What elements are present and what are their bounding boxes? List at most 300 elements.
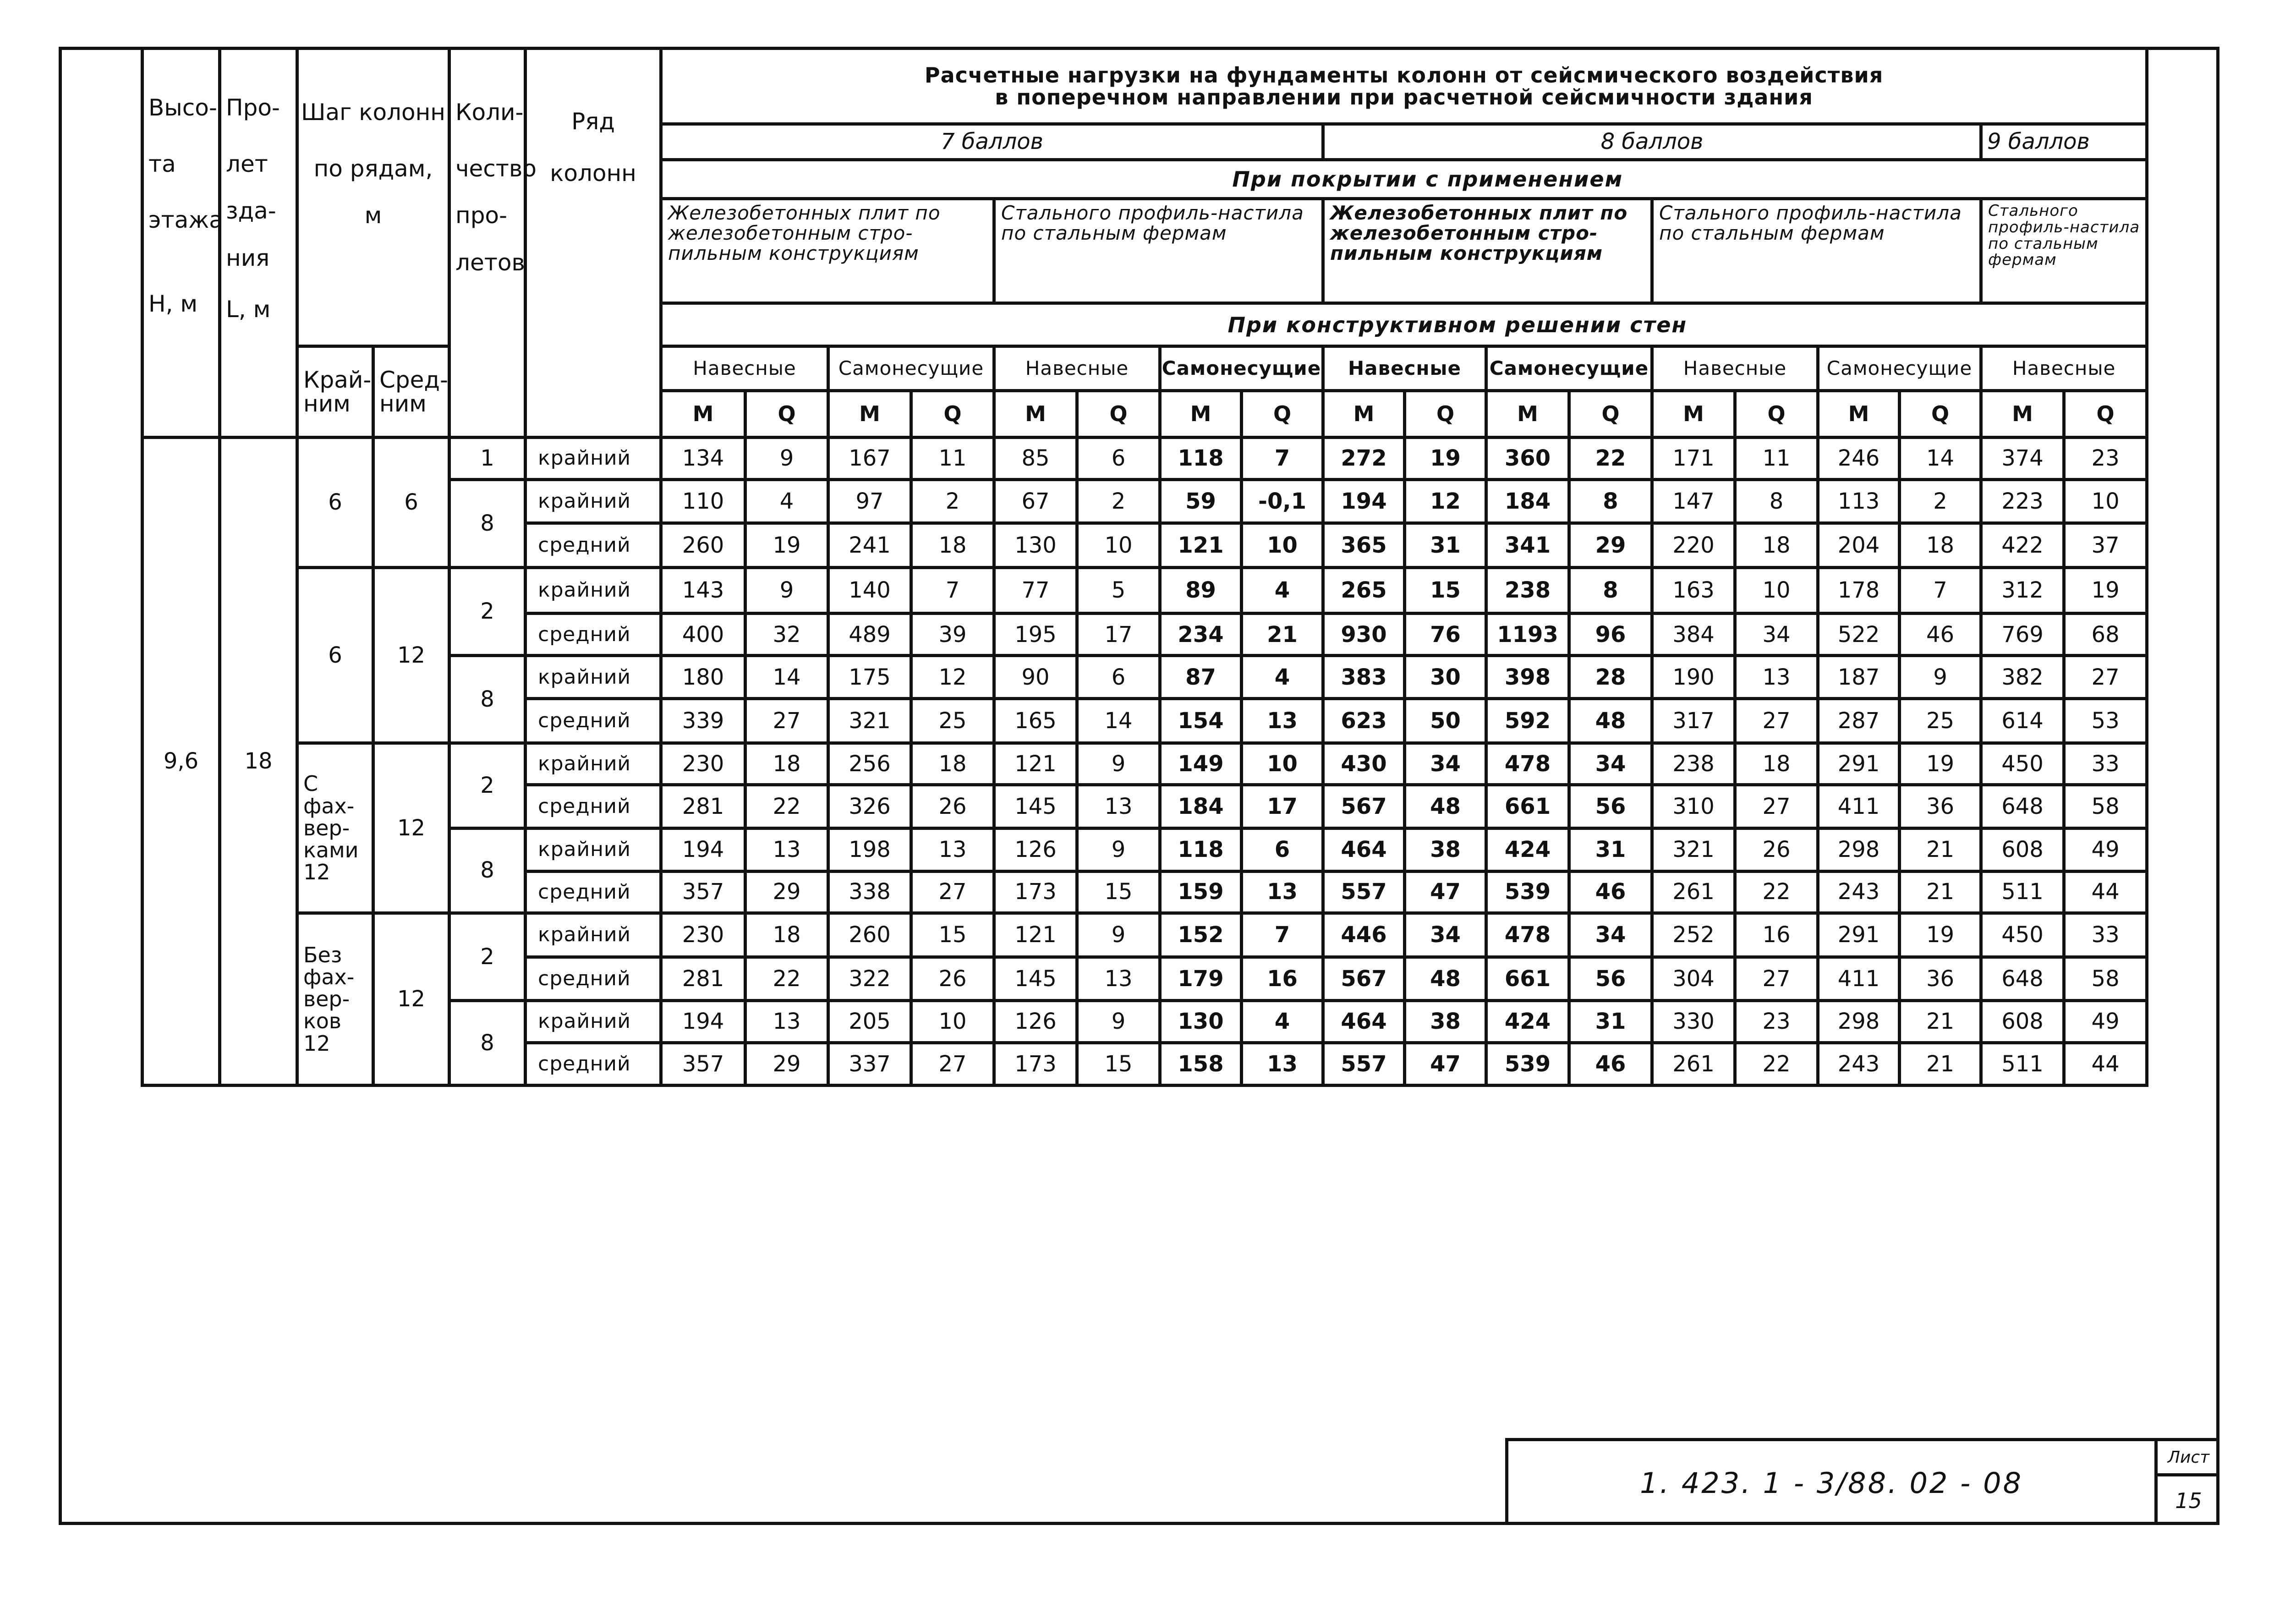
column-row-label: средний [526,871,661,913]
load-value: 130 [1160,1000,1242,1042]
step-header-line: по рядам, [313,155,433,182]
grade-8: 8 баллов [1323,124,1981,160]
load-value: 158 [1160,1042,1242,1085]
span-value: 18 [220,437,297,1085]
m-header: M [1652,391,1735,437]
load-value: 6 [1077,437,1160,479]
load-value: 608 [1981,1000,2064,1042]
load-value: 17 [1077,614,1160,656]
load-value: 48 [1405,785,1486,828]
load-value: 567 [1323,785,1405,828]
load-value: 489 [828,614,911,656]
load-value: 11 [1735,437,1818,479]
height-header-line: Н, м [148,290,198,317]
load-value: 18 [1900,523,1981,567]
load-value: 326 [828,785,911,828]
load-value: 2 [911,479,994,523]
load-value: 13 [1077,785,1160,828]
step-mid-value: 12 [373,567,449,743]
load-value: 614 [1981,699,2064,743]
wall-type: Навесные [1323,346,1486,391]
cover-type: Стального профиль-настила по стальным фермам [994,199,1323,303]
wall-type: Навесные [994,346,1160,391]
span-count: 8 [449,479,526,567]
load-value: 21 [1900,828,1981,871]
load-value: 187 [1818,656,1900,699]
load-value: 110 [661,479,745,523]
load-value: 167 [828,437,911,479]
load-value: 648 [1981,957,2064,1000]
load-value: 9 [745,567,828,613]
grade-7: 7 баллов [661,124,1323,160]
height-header-line: та [148,150,176,177]
m-header: M [1981,391,2064,437]
load-value: 287 [1818,699,1900,743]
m-header: M [828,391,911,437]
load-value: 2 [1077,479,1160,523]
load-value: 39 [911,614,994,656]
column-row-label: средний [526,957,661,1000]
load-value: 464 [1323,1000,1405,1042]
load-value: 17 [1242,785,1323,828]
row-header-line: колонн [550,159,636,187]
load-value: 48 [1405,957,1486,1000]
step-edge-value: С фах-вер-ками 12 [297,743,373,913]
column-row-label: крайний [526,1000,661,1042]
load-value: 118 [1160,437,1242,479]
load-value: 384 [1652,614,1735,656]
load-value: 230 [661,743,745,785]
load-value: 10 [911,1000,994,1042]
load-value: 557 [1323,871,1405,913]
load-value: 16 [1242,957,1323,1000]
step-mid-value: 6 [373,437,449,567]
load-value: 126 [994,1000,1077,1042]
load-value: 450 [1981,913,2064,957]
height-header-line: этажа [148,207,223,233]
load-value: 190 [1652,656,1735,699]
load-value: 50 [1405,699,1486,743]
load-value: 223 [1981,479,2064,523]
load-value: 25 [1900,699,1981,743]
load-value: 163 [1652,567,1735,613]
load-value: 27 [1735,699,1818,743]
sheet-number: 15 [2175,1488,2202,1513]
load-value: 230 [661,913,745,957]
load-value: 145 [994,957,1077,1000]
load-value: 173 [994,1042,1077,1085]
load-value: 13 [745,828,828,871]
span-count: 2 [449,743,526,828]
load-value: 4 [1242,1000,1323,1042]
column-row-label: крайний [526,656,661,699]
load-value: 10 [1242,743,1323,785]
column-row-label: средний [526,785,661,828]
load-value: 15 [1077,871,1160,913]
q-header: Q [745,391,828,437]
load-value: 15 [1405,567,1486,613]
load-value: 47 [1405,1042,1486,1085]
load-value: 13 [745,1000,828,1042]
load-value: 424 [1486,1000,1569,1042]
load-value: 22 [1735,871,1818,913]
load-value: 608 [1981,828,2064,871]
wall-type: Самонесущие [1818,346,1981,391]
load-value: 37 [2064,523,2147,567]
count-header-line: про- [455,202,508,229]
load-value: 374 [1981,437,2064,479]
load-value: 19 [1405,437,1486,479]
load-table [141,47,2148,1087]
q-header: Q [911,391,994,437]
load-value: 623 [1323,699,1405,743]
load-value: 26 [1735,828,1818,871]
load-value: 450 [1981,743,2064,785]
load-value: 539 [1486,871,1569,913]
load-value: 243 [1818,1042,1900,1085]
load-value: 18 [745,743,828,785]
load-value: 539 [1486,1042,1569,1085]
load-value: 90 [994,656,1077,699]
wall-type: Самонесущие [1160,346,1323,391]
q-header: Q [1077,391,1160,437]
load-value: 175 [828,656,911,699]
load-value: 330 [1652,1000,1735,1042]
step-edge-value: 6 [297,567,373,743]
column-row-label: крайний [526,828,661,871]
load-value: 118 [1160,828,1242,871]
row-header [526,49,661,438]
load-value: 34 [1405,913,1486,957]
load-value: 7 [1242,437,1323,479]
span-count: 2 [449,567,526,655]
load-value: 34 [1735,614,1818,656]
load-value: 15 [1077,1042,1160,1085]
table-title-line: в поперечном направлении при расчетной сейсмичности здания [995,84,1813,110]
span-header-line: L, м [226,296,271,323]
load-value: 149 [1160,743,1242,785]
load-value: 89 [1160,567,1242,613]
load-value: 32 [745,614,828,656]
q-header: Q [1405,391,1486,437]
load-value: 18 [1735,523,1818,567]
cover-type: Стального профиль-настила по стальным фермам [1652,199,1981,303]
load-value: 180 [661,656,745,699]
span-count: 1 [449,437,526,479]
load-value: 16 [1735,913,1818,957]
load-value: 96 [1569,614,1652,656]
column-row-label: крайний [526,743,661,785]
load-value: 34 [1405,743,1486,785]
load-value: 298 [1818,828,1900,871]
load-value: 21 [1900,871,1981,913]
load-value: 36 [1900,957,1981,1000]
load-value: 67 [994,479,1077,523]
load-value: -0,1 [1242,479,1323,523]
load-value: 34 [1569,913,1652,957]
load-value: 159 [1160,871,1242,913]
step-header [297,49,449,346]
cover-type: Железобетонных плит по железобетонным стро-пильным конструкциям [1323,199,1652,303]
cover-type: Железобетонных плит по железобетонным стро-пильным конструкциям [661,199,994,303]
load-value: 22 [745,785,828,828]
load-value: 291 [1818,743,1900,785]
load-value: 321 [828,699,911,743]
load-value: 21 [1900,1042,1981,1085]
row-header-line: Ряд [571,108,615,135]
m-header: M [1818,391,1900,437]
sheet-box [2154,1441,2219,1525]
load-value: 648 [1981,785,2064,828]
load-value: 930 [1323,614,1405,656]
cover-title: При покрытии с применением [661,160,2147,199]
load-value: 411 [1818,785,1900,828]
load-value: 7 [1242,913,1323,957]
load-value: 272 [1323,437,1405,479]
column-row-label: средний [526,614,661,656]
load-value: 7 [911,567,994,613]
load-value: 241 [828,523,911,567]
load-value: 49 [2064,1000,2147,1042]
load-value: 14 [1900,437,1981,479]
load-value: 411 [1818,957,1900,1000]
step-header-line: Шаг колонн [301,99,445,126]
span-count: 2 [449,913,526,1000]
load-value: 6 [1242,828,1323,871]
load-value: 424 [1486,828,1569,871]
load-value: 205 [828,1000,911,1042]
load-value: 19 [1900,743,1981,785]
load-value: 298 [1818,1000,1900,1042]
load-value: 46 [1569,1042,1652,1085]
load-value: 27 [1735,957,1818,1000]
load-value: 256 [828,743,911,785]
load-value: 15 [911,913,994,957]
load-value: 179 [1160,957,1242,1000]
load-value: 46 [1569,871,1652,913]
load-value: 246 [1818,437,1900,479]
load-value: 27 [911,1042,994,1085]
load-value: 321 [1652,828,1735,871]
load-value: 38 [1405,1000,1486,1042]
load-value: 10 [1735,567,1818,613]
load-value: 13 [1242,699,1323,743]
load-value: 18 [1735,743,1818,785]
load-value: 33 [2064,743,2147,785]
m-header: M [1160,391,1242,437]
load-value: 357 [661,871,745,913]
load-value: 261 [1652,871,1735,913]
load-value: 383 [1323,656,1405,699]
load-value: 8 [1569,479,1652,523]
load-value: 194 [661,1000,745,1042]
step-mid-value: 12 [373,743,449,913]
load-value: 22 [1569,437,1652,479]
load-value: 9 [1900,656,1981,699]
load-value: 21 [1242,614,1323,656]
count-header-line: летов [455,249,525,276]
wall-type: Самонесущие [828,346,994,391]
load-value: 53 [2064,699,2147,743]
load-value: 13 [1735,656,1818,699]
load-value: 184 [1160,785,1242,828]
column-row-label: средний [526,523,661,567]
load-value: 130 [994,523,1077,567]
span-header [220,49,297,438]
load-value: 49 [2064,828,2147,871]
load-value: 23 [2064,437,2147,479]
load-value: 56 [1569,785,1652,828]
load-value: 511 [1981,1042,2064,1085]
q-header: Q [1900,391,1981,437]
load-value: 1193 [1486,614,1569,656]
load-value: 31 [1405,523,1486,567]
load-value: 134 [661,437,745,479]
wall-type: Навесные [1981,346,2147,391]
load-value: 13 [1077,957,1160,1000]
load-value: 464 [1323,828,1405,871]
load-value: 9 [1077,828,1160,871]
load-value: 97 [828,479,911,523]
grade-9: 9 баллов [1981,124,2147,160]
load-value: 27 [911,871,994,913]
load-table-wrap [141,47,2148,1087]
load-value: 33 [2064,913,2147,957]
load-value: 198 [828,828,911,871]
load-value: 2 [1900,479,1981,523]
m-header: M [1323,391,1405,437]
load-value: 21 [1900,1000,1981,1042]
span-header-line: лет [226,150,268,177]
load-value: 9 [745,437,828,479]
load-value: 260 [661,523,745,567]
load-value: 7 [1900,567,1981,613]
load-value: 68 [2064,614,2147,656]
load-value: 10 [1242,523,1323,567]
load-value: 194 [661,828,745,871]
load-value: 178 [1818,567,1900,613]
load-value: 557 [1323,1042,1405,1085]
load-value: 9 [1077,913,1160,957]
height-value: 9,6 [142,437,220,1085]
step-mid-header: Сред-ним [373,346,449,437]
load-value: 184 [1486,479,1569,523]
q-header: Q [1735,391,1818,437]
load-value: 22 [745,957,828,1000]
load-value: 339 [661,699,745,743]
title-block [1505,1438,2219,1525]
load-value: 310 [1652,785,1735,828]
q-header: Q [2064,391,2147,437]
load-value: 11 [911,437,994,479]
load-value: 291 [1818,913,1900,957]
load-value: 304 [1652,957,1735,1000]
load-value: 260 [828,913,911,957]
load-value: 76 [1405,614,1486,656]
load-value: 10 [2064,479,2147,523]
m-header: M [994,391,1077,437]
load-value: 338 [828,871,911,913]
load-value: 19 [745,523,828,567]
wall-type: Навесные [661,346,828,391]
load-value: 281 [661,785,745,828]
load-value: 511 [1981,871,2064,913]
load-value: 44 [2064,871,2147,913]
load-value: 56 [1569,957,1652,1000]
span-header-line: ния [226,244,270,271]
sheet-label: Лист [2158,1441,2219,1476]
load-value: 661 [1486,785,1569,828]
load-value: 4 [745,479,828,523]
count-header-line: чество [455,155,537,182]
load-value: 46 [1900,614,1981,656]
column-row-label: крайний [526,913,661,957]
load-value: 121 [1160,523,1242,567]
load-value: 59 [1160,479,1242,523]
load-value: 243 [1818,871,1900,913]
load-value: 194 [1323,479,1405,523]
load-value: 430 [1323,743,1405,785]
load-value: 12 [1405,479,1486,523]
load-value: 121 [994,743,1077,785]
load-value: 382 [1981,656,2064,699]
load-value: 154 [1160,699,1242,743]
load-value: 400 [661,614,745,656]
load-value: 19 [1900,913,1981,957]
load-value: 337 [828,1042,911,1085]
load-value: 357 [661,1042,745,1085]
load-value: 281 [661,957,745,1000]
q-header: Q [1569,391,1652,437]
load-value: 171 [1652,437,1735,479]
load-value: 47 [1405,871,1486,913]
height-header-line: Высо- [148,94,217,121]
load-value: 126 [994,828,1077,871]
wall-type: Навесные [1652,346,1818,391]
span-count: 8 [449,1000,526,1085]
step-edge-value: 6 [297,437,373,567]
span-count: 8 [449,828,526,913]
load-value: 44 [2064,1042,2147,1085]
load-value: 28 [1569,656,1652,699]
load-value: 12 [911,656,994,699]
load-value: 29 [745,871,828,913]
load-value: 31 [1569,1000,1652,1042]
count-header [449,49,537,438]
load-value: 322 [828,957,911,1000]
span-header-line: Про- [226,94,280,121]
load-value: 23 [1735,1000,1818,1042]
load-value: 48 [1569,699,1652,743]
load-value: 238 [1486,567,1569,613]
load-value: 38 [1405,828,1486,871]
load-value: 567 [1323,957,1405,1000]
load-value: 422 [1981,523,2064,567]
load-value: 18 [911,743,994,785]
load-value: 13 [1242,871,1323,913]
drawing-code: 1. 423. 1 - 3/88. 02 - 08 [1639,1466,2023,1500]
m-header: M [661,391,745,437]
column-row-label: крайний [526,437,661,479]
load-value: 234 [1160,614,1242,656]
load-value: 36 [1900,785,1981,828]
column-row-label: крайний [526,567,661,613]
load-value: 195 [994,614,1077,656]
load-value: 26 [911,957,994,1000]
column-row-label: крайний [526,479,661,523]
q-header: Q [1242,391,1323,437]
load-value: 261 [1652,1042,1735,1085]
